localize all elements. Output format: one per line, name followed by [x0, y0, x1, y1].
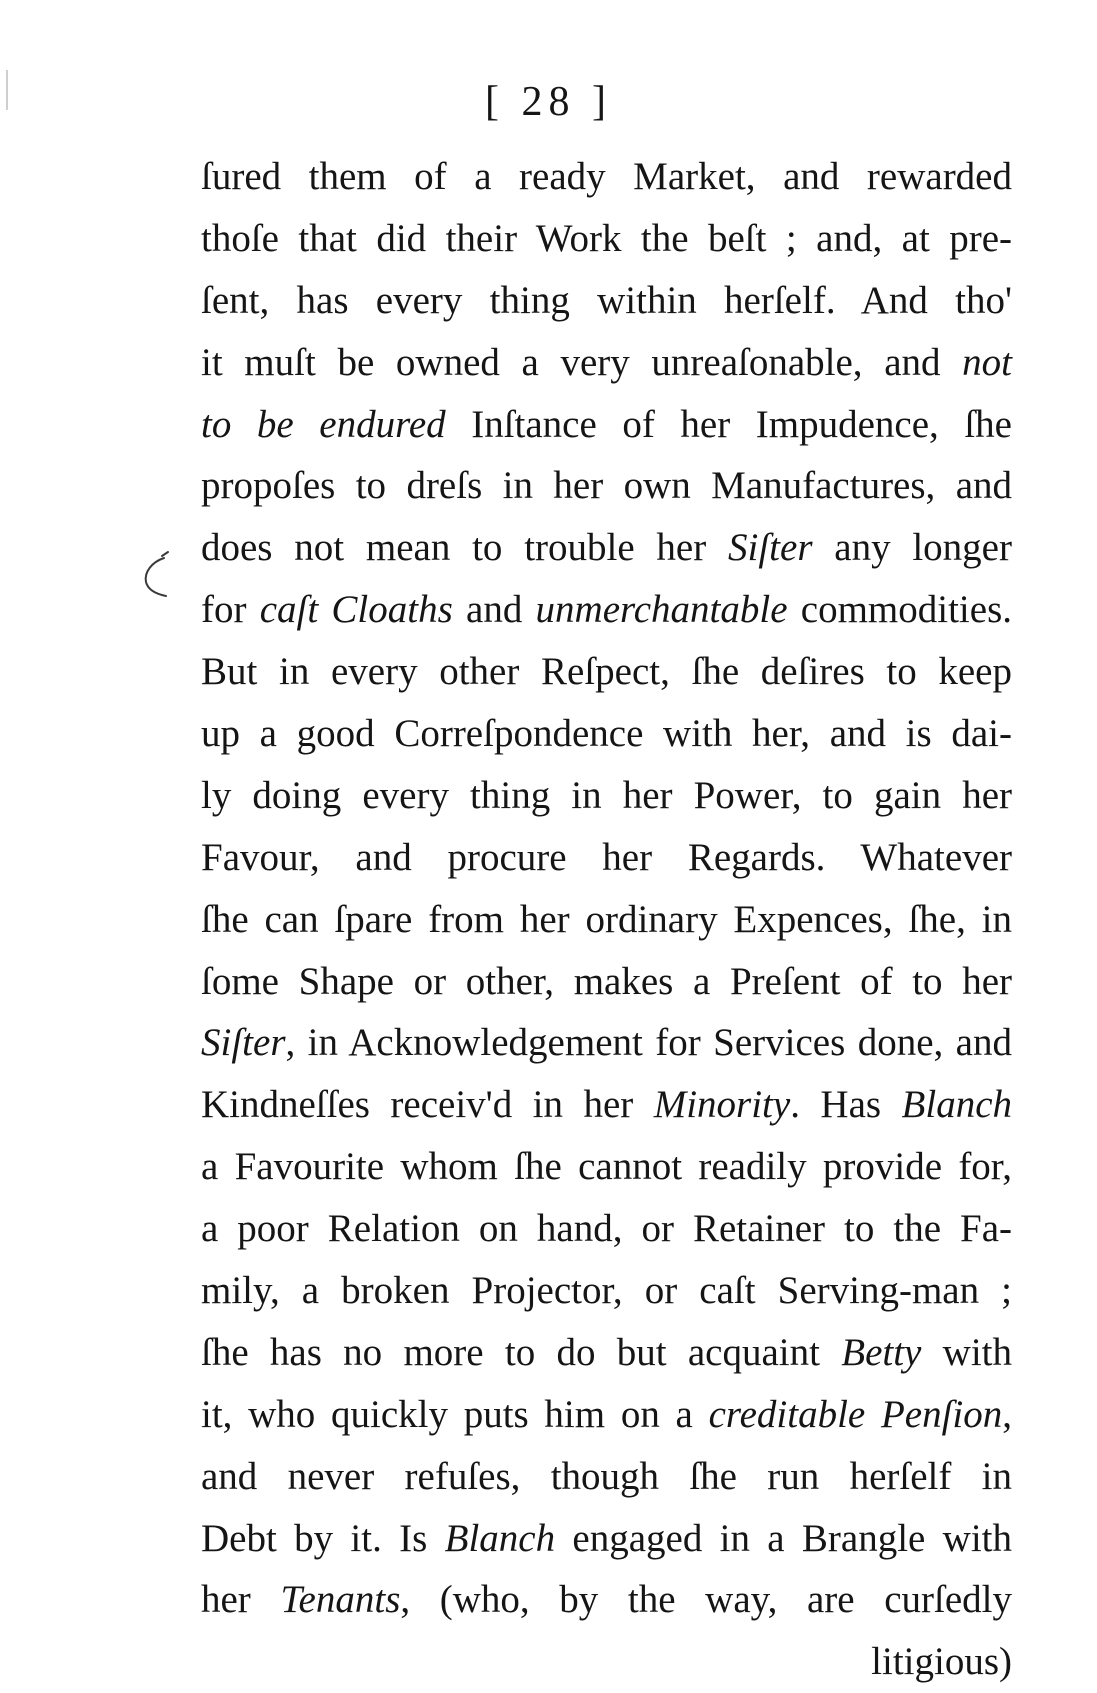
- italic-text: Blanch: [901, 1083, 1012, 1127]
- text-segment: and: [452, 588, 536, 632]
- text-segment: . Has: [790, 1083, 902, 1127]
- text-line: [201, 517, 1012, 579]
- text-line: [201, 1631, 1012, 1693]
- text-segment: ly doing every thing in her Power, to gain her: [201, 773, 1012, 817]
- italic-text: creditable Penſion: [708, 1392, 1003, 1436]
- text-segment: any longer: [812, 526, 1012, 570]
- text-segment: But in every other Reſpect, ſhe deſires to keep: [201, 650, 1012, 694]
- text-segment: a Favourite whom ſhe cannot readily provide for,: [201, 1145, 1012, 1189]
- italic-text: to be endured: [201, 402, 446, 446]
- text-line: [201, 1260, 1012, 1322]
- page-number: [ 28 ]: [485, 79, 612, 125]
- text-segment: ſome Shape or other, makes a Preſent of to her: [201, 959, 1012, 1003]
- text-segment: her: [201, 1578, 281, 1622]
- text-segment: Favour, and procure her Regards. Whatever: [201, 835, 1012, 879]
- text-line: [201, 579, 1012, 641]
- italic-text: not: [962, 340, 1012, 384]
- text-segment: ſured them of a ready Market, and rewarded: [201, 155, 1012, 198]
- text-line: [201, 1074, 1012, 1136]
- text-line: [201, 1136, 1012, 1198]
- text-line: [201, 1198, 1012, 1260]
- text-segment: , (who, by the way, are curſedly: [400, 1578, 1012, 1622]
- text-line: [201, 455, 1012, 517]
- text-segment: Inſtance of her Impudence, ſhe: [445, 402, 1012, 446]
- text-line: [201, 703, 1012, 765]
- text-line: [201, 1446, 1012, 1508]
- text-segment: and never refuſes, though ſhe run herſelf in: [201, 1454, 1012, 1498]
- text-segment: Kindneſſes receiv'd in her: [201, 1083, 654, 1127]
- text-line: [201, 951, 1012, 1013]
- text-segment: does not mean to trouble her: [201, 526, 728, 570]
- italic-text: Tenants: [280, 1578, 401, 1622]
- text-segment: mily, a broken Projector, or caſt Serving-man ;: [201, 1269, 1012, 1313]
- body-text: [201, 146, 1012, 1693]
- italic-text: Siſter: [728, 526, 813, 570]
- text-segment: ,: [1002, 1392, 1012, 1436]
- text-line: [201, 1012, 1012, 1074]
- text-line: [201, 827, 1012, 889]
- text-line: [201, 1384, 1012, 1446]
- italic-text: Siſter: [201, 1021, 286, 1065]
- text-line: [201, 889, 1012, 951]
- text-line: [201, 332, 1012, 394]
- text-segment: it, who quickly puts him on a: [201, 1392, 709, 1436]
- handwritten-margin-mark: [138, 546, 178, 606]
- text-segment: commodities.: [787, 588, 1012, 632]
- text-segment: engaged in a Brangle with: [555, 1516, 1012, 1560]
- text-segment: ſent, has every thing within herſelf. And tho': [201, 278, 1012, 322]
- text-segment: thoſe that did their Work the beſt ; and, at pre-: [201, 216, 1012, 260]
- text-segment: with: [921, 1330, 1012, 1374]
- text-line: [201, 394, 1012, 456]
- text-line: [201, 641, 1012, 703]
- italic-text: Betty: [841, 1330, 922, 1374]
- text-line: [201, 270, 1012, 332]
- text-line: [201, 146, 1012, 208]
- text-segment: Debt by it. Is: [201, 1516, 445, 1560]
- text-segment: for: [201, 588, 260, 632]
- text-segment: propoſes to dreſs in her own Manufactures, and: [201, 464, 1012, 508]
- text-line: [201, 1508, 1012, 1570]
- italic-text: Blanch: [444, 1516, 556, 1560]
- italic-text: unmerchantable: [535, 588, 788, 632]
- text-line: [201, 1322, 1012, 1384]
- text-segment: , in Acknowledgement for Services done, and: [285, 1021, 1012, 1065]
- text-segment: ſhe has no more to do but acquaint: [201, 1330, 842, 1374]
- text-segment: litigious): [871, 1640, 1012, 1684]
- text-segment: ſhe can ſpare from her ordinary Expences, ſhe, in: [201, 897, 1012, 941]
- italic-text: caſt Cloaths: [259, 588, 453, 632]
- text-line: [201, 208, 1012, 270]
- text-line: [201, 1569, 1012, 1631]
- italic-text: Minority: [653, 1083, 791, 1127]
- text-segment: a poor Relation on hand, or Retainer to the Fa-: [201, 1207, 1012, 1251]
- text-line: [201, 765, 1012, 827]
- text-segment: it muſt be owned a very unreaſonable, and: [201, 340, 963, 384]
- text-segment: up a good Correſpondence with her, and is dai-: [201, 712, 1012, 756]
